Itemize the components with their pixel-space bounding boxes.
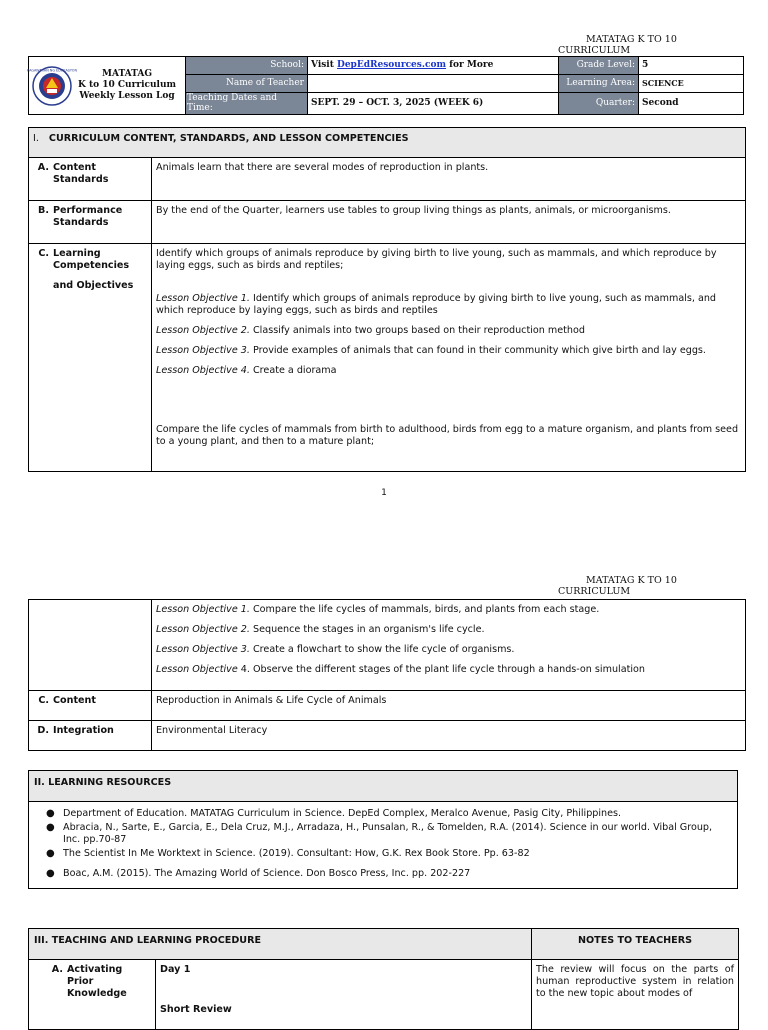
learning-area-value: SCIENCE (639, 74, 744, 92)
section-curriculum-continued (28, 599, 746, 751)
lesson-objective: Lesson Objective 4. Create a diorama (156, 365, 337, 376)
school-value: Visit DepEdResources.com for More (308, 57, 559, 75)
page-number: 1 (381, 488, 387, 498)
list-item: ● Department of Education. MATATAG Curriculum in Science. DepEd Complex, Meralco Avenue, Pasig City, Philippines. (63, 808, 729, 820)
performance-standards-label: B. Performance Standards (29, 201, 152, 244)
lesson-objectives-continued (152, 600, 746, 691)
performance-standards-text: By the end of the Quarter, learners use tables to group living things as plants, animals, or microorganisms. (152, 201, 746, 244)
section-teaching-procedure (28, 928, 739, 1030)
content-standards-text: Animals learn that there are several modes of reproduction in plants. (152, 158, 746, 201)
lesson-objective: Lesson Objective 1. Compare the life cycles of mammals, birds, and plants from each stage. (156, 604, 600, 615)
header-title: MATATAG K to 10 Curriculum Weekly Lesson Log (77, 69, 177, 101)
lesson-objective: Lesson Objective 3. Provide examples of animals that can found in their community which give birth and lay eggs. (156, 345, 706, 356)
teacher-label: Name of Teacher (186, 74, 308, 92)
section1-heading: I. CURRICULUM CONTENT, STANDARDS, AND LESSON COMPETENCIES (29, 128, 746, 158)
lesson-log-header (28, 56, 744, 115)
activating-prior-knowledge-label: A. Activating Prior Knowledge (29, 960, 156, 1030)
resources-list-cell (29, 802, 738, 889)
integration-label: D. Integration (29, 721, 152, 751)
list-item: ● Boac, A.M. (2015). The Amazing World of Science. Don Bosco Press, Inc. pp. 202-227 (63, 868, 729, 880)
notes-heading: NOTES TO TEACHERS (532, 929, 739, 960)
deped-seal-icon (26, 66, 78, 106)
grade-level-value: 5 (639, 57, 744, 75)
integration-text: Environmental Literacy (152, 721, 746, 751)
section-learning-resources (28, 770, 738, 889)
learning-area-label: Learning Area: (559, 74, 639, 92)
lesson-objective: Lesson Objective 2. Classify animals into two groups based on their reproduction method (156, 325, 585, 336)
dates-value: SEPT. 29 – OCT. 3, 2025 (WEEK 6) (308, 92, 559, 114)
competency-1: Identify which groups of animals reproduce by giving birth to live young, such as mammals, and which reproduce by laying eggs, such as birds and reptiles; (156, 248, 717, 271)
header-logo-cell (26, 57, 186, 115)
svg-text:KAGAWARAN NG EDUKASYON: KAGAWARAN NG EDUKASYON (26, 68, 78, 72)
teacher-value (308, 74, 559, 92)
school-label: School: (186, 57, 308, 75)
section-curriculum-content (28, 127, 746, 472)
dates-label: Teaching Dates and Time: (186, 92, 308, 114)
content-standards-label: A. Content Standards (29, 158, 152, 201)
section3-heading: III. TEACHING AND LEARNING PROCEDURE (29, 929, 532, 960)
grade-level-label: Grade Level: (559, 57, 639, 75)
lesson-objective: Lesson Objective 2. Sequence the stages in an organism's life cycle. (156, 624, 485, 635)
learning-competencies-label: C. Learning Competencies and Objectives (29, 244, 152, 472)
content-text: Reproduction in Animals & Life Cycle of Animals (152, 691, 746, 721)
competency-2: Compare the life cycles of mammals from birth to adulthood, birds from egg to a mature organism, and plants from seed to a young plant, and then to a mature plant; (156, 424, 739, 447)
content-label: C. Content (29, 691, 152, 721)
learning-competencies-text (152, 244, 746, 472)
curriculum-mark: MATATAG K TO 10 CURRICULUM (558, 575, 677, 597)
resources-list (29, 802, 737, 888)
lesson-objective: Lesson Objective 3. Create a flowchart to show the life cycle of organisms. (156, 644, 515, 655)
list-item: ● Abracia, N., Sarte, E., Garcia, E., Dela Cruz, M.J., Arradaza, H., Punsalan, R., & Tomelden, R.A. (2014). Science in our world. Vibal Group, Inc. pp.70-87 (63, 822, 729, 846)
section2-heading: II. LEARNING RESOURCES (29, 771, 738, 802)
lesson-objective: Lesson Objective 1. Identify which groups of animals reproduce by giving birth to live young, such as mammals, and which reproduce by laying eggs, such as birds and reptiles (156, 293, 717, 316)
teacher-notes: The review will focus on the parts of human reproductive system in relation to the new topic about modes of (532, 960, 739, 1030)
lesson-objective: Lesson Objective 4. Observe the different stages of the plant life cycle through a hands-on simulation (156, 664, 645, 675)
quarter-label: Quarter: (559, 92, 639, 114)
list-item: ● The Scientist In Me Worktext in Science. (2019). Consultant: How, G.K. Rex Book Store. Pp. 63-82 (63, 848, 729, 860)
deped-resources-link[interactable]: DepEdResources.com (337, 60, 446, 71)
curriculum-mark: MATATAG K TO 10 CURRICULUM (558, 34, 677, 56)
quarter-value: Second (639, 92, 744, 114)
procedure-text: Day 1 Short Review (156, 960, 532, 1030)
